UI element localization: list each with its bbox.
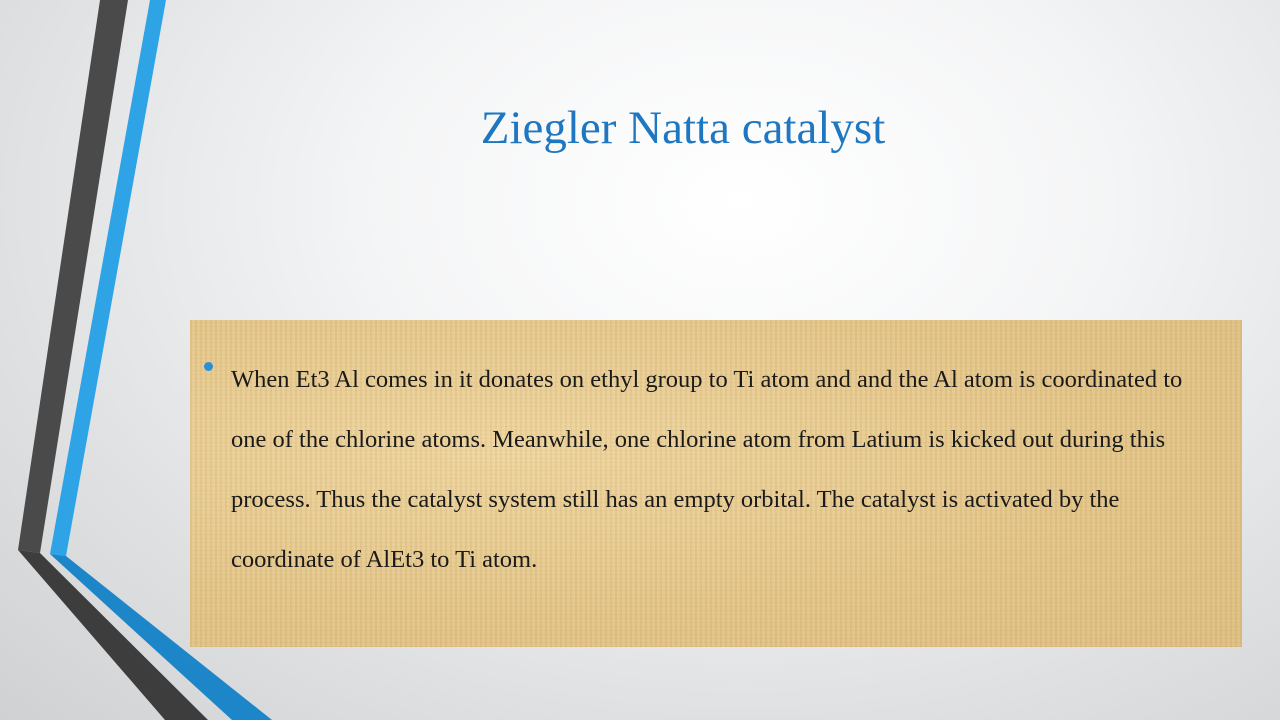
slide-title: Ziegler Natta catalyst	[480, 102, 886, 154]
lower-dark-stripe	[18, 550, 208, 720]
content-box	[190, 320, 1242, 647]
bullet-text: When Et3 Al comes in it donates on ethyl group to Ti atom and and the Al atom is coordinated to one of the chlorine atoms. Meanwhile, one chlorine atom from Latium is kicked out during this process. Thus the catalyst system still has an empty orbital. The catalyst is activated by the coordinate of AlEt3 to Ti atom.	[231, 366, 1183, 573]
circle-bullet-icon	[204, 362, 213, 371]
